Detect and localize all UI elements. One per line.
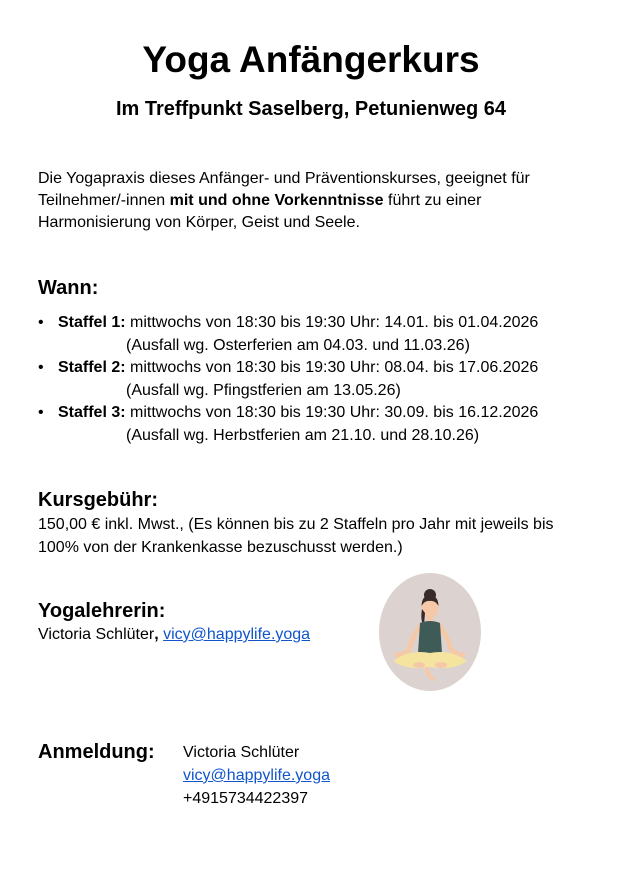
intro-paragraph bbox=[38, 168, 588, 234]
teacher-email-link[interactable]: vicy@happylife.yoga bbox=[163, 626, 311, 643]
registration-heading: Anmeldung: bbox=[38, 741, 155, 763]
fee-text: 150,00 € inkl. Mwst., (Es können bis zu 2 Staffeln pro Jahr mit jeweils bis 100% von der Krankenkasse bezuschusst werden.) bbox=[38, 516, 554, 556]
page-subtitle: Im Treffpunkt Saselberg, Petunienweg 64 bbox=[115, 98, 507, 120]
teacher-separator: , bbox=[154, 626, 164, 643]
meditating-woman-icon bbox=[379, 573, 481, 691]
staffel-list bbox=[38, 312, 598, 447]
staffel-label: Staffel 3: bbox=[58, 404, 126, 421]
staffel-text: mittwochs von 18:30 bis 19:30 Uhr: 30.09. bis 16.12.2026 bbox=[125, 404, 539, 421]
staffel-label: Staffel 1: bbox=[58, 314, 126, 331]
staffel-note: (Ausfall wg. Herbstferien am 21.10. und 28.10.26) bbox=[126, 426, 480, 444]
staffel-note: (Ausfall wg. Osterferien am 04.03. und 11.03.26) bbox=[126, 336, 470, 354]
intro-text-before: Die Yogapraxis dieses Anfänger- und Präventionskurses, geeignet für Teilnehmer/-innen bbox=[38, 170, 530, 209]
registration-email-link[interactable]: vicy@happylife.yoga bbox=[183, 767, 330, 784]
wann-heading: Wann: bbox=[38, 277, 99, 299]
staffel-label: Staffel 2: bbox=[58, 359, 126, 376]
intro-text-bold: mit und ohne Vorkenntnisse bbox=[169, 192, 384, 209]
list-item bbox=[38, 402, 598, 447]
teacher-line bbox=[38, 624, 310, 646]
registration-details bbox=[183, 741, 330, 810]
teacher-heading: Yogalehrerin: bbox=[38, 600, 166, 622]
teacher-name: Victoria Schlüter bbox=[38, 626, 155, 643]
list-item bbox=[38, 357, 598, 402]
list-item bbox=[38, 312, 598, 357]
fee-heading: Kursgebühr: bbox=[38, 489, 158, 511]
registration-name: Victoria Schlüter bbox=[183, 744, 300, 761]
staffel-text: mittwochs von 18:30 bis 19:30 Uhr: 08.04. bis 17.06.2026 bbox=[125, 359, 539, 376]
staffel-text: mittwochs von 18:30 bis 19:30 Uhr: 14.01. bis 01.04.2026 bbox=[125, 314, 539, 331]
intro-text-after: führt zu einer Harmonisierung von Körper, Geist und Seele. bbox=[38, 192, 482, 231]
registration-phone: +4915734422397 bbox=[183, 790, 309, 807]
staffel-note: (Ausfall wg. Pfingstferien am 13.05.26) bbox=[126, 381, 401, 399]
page-title: Yoga Anfängerkurs bbox=[142, 39, 480, 80]
